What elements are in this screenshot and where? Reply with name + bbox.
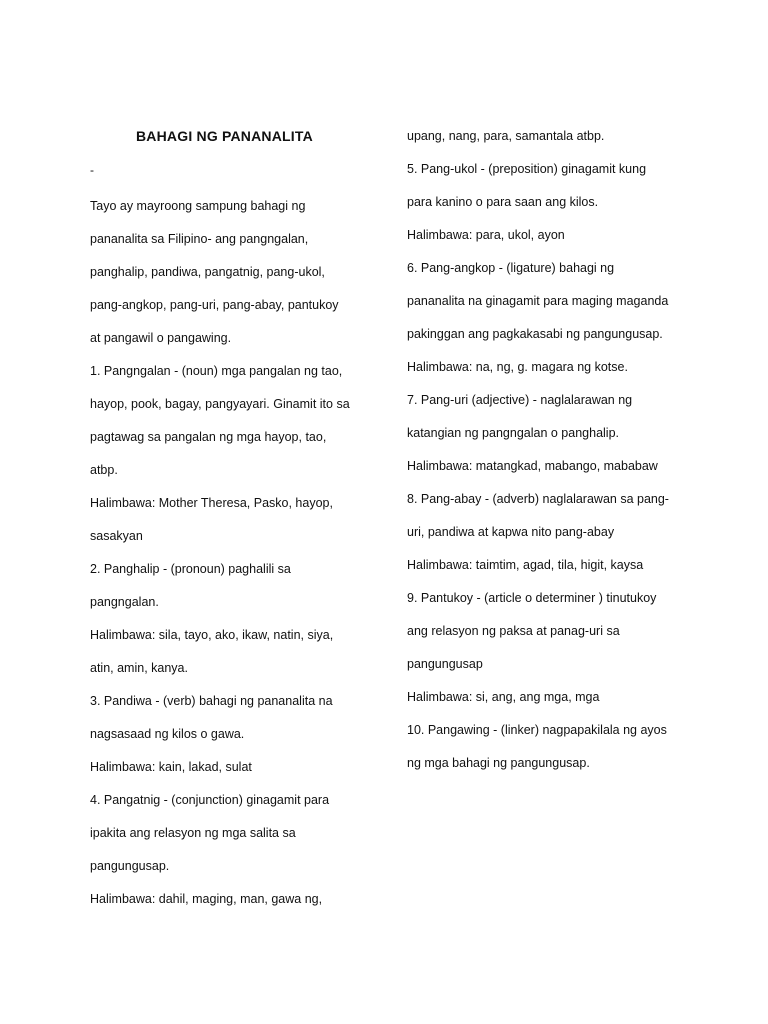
text-line: Halimbawa: kain, lakad, sulat — [90, 760, 252, 774]
text-line: katangian ng pangngalan o panghalip. — [407, 426, 619, 440]
text-line: pangungusap — [407, 657, 483, 671]
text-line: pakinggan ang pagkakasabi ng pangungusap. — [407, 327, 663, 341]
text-line: 8. Pang-abay - (adverb) naglalarawan sa pang- — [407, 492, 669, 506]
text-line: Halimbawa: na, ng, g. magara ng kotse. — [407, 360, 628, 374]
text-line: pang-angkop, pang-uri, pang-abay, pantukoy — [90, 298, 339, 312]
text-line: pananalita na ginagamit para maging maganda — [407, 294, 669, 308]
text-line: at pangawil o pangawing. — [90, 331, 232, 345]
text-line: nagsasaad ng kilos o gawa. — [90, 727, 245, 741]
text-line: pangungusap. — [90, 859, 170, 873]
text-line: hayop, pook, bagay, pangyayari. Ginamit ito sa — [90, 397, 350, 411]
text-line: 9. Pantukoy - (article o determiner ) tinutukoy — [407, 591, 657, 605]
text-line: 10. Pangawing - (linker) nagpapakilala ng ayos — [407, 723, 667, 737]
text-line: 6. Pang-angkop - (ligature) bahagi ng — [407, 261, 615, 275]
text-line: Halimbawa: Mother Theresa, Pasko, hayop, — [90, 496, 333, 510]
text-line: Halimbawa: para, ukol, ayon — [407, 228, 565, 242]
text-line: Tayo ay mayroong sampung bahagi ng — [90, 199, 306, 213]
text-line: 3. Pandiwa - (verb) bahagi ng pananalita na — [90, 694, 333, 708]
text-line: Halimbawa: matangkad, mabango, mababaw — [407, 459, 658, 473]
dash-mark: - — [90, 163, 94, 177]
text-line: upang, nang, para, samantala atbp. — [407, 129, 605, 143]
text-line: atin, amin, kanya. — [90, 661, 188, 675]
text-line: uri, pandiwa at kapwa nito pang-abay — [407, 525, 615, 539]
text-line: Halimbawa: dahil, maging, man, gawa ng, — [90, 892, 323, 906]
text-line: Halimbawa: si, ang, ang mga, mga — [407, 690, 600, 704]
text-line: pangngalan. — [90, 595, 159, 609]
text-line: Halimbawa: taimtim, agad, tila, higit, kaysa — [407, 558, 644, 572]
text-line: ipakita ang relasyon ng mga salita sa — [90, 826, 296, 840]
text-line: 7. Pang-uri (adjective) - naglalarawan ng — [407, 393, 633, 407]
text-line: sasakyan — [90, 529, 143, 543]
text-line: panghalip, pandiwa, pangatnig, pang-ukol, — [90, 265, 325, 279]
text-line: pananalita sa Filipino- ang pangngalan, — [90, 232, 309, 246]
text-line: Halimbawa: sila, tayo, ako, ikaw, natin, siya, — [90, 628, 334, 642]
text-line: 5. Pang-ukol - (preposition) ginagamit kung — [407, 162, 647, 176]
text-line: ng mga bahagi ng pangungusap. — [407, 756, 590, 770]
text-line: atbp. — [90, 463, 118, 477]
text-line: 4. Pangatnig - (conjunction) ginagamit para — [90, 793, 330, 807]
text-line: pagtawag sa pangalan ng mga hayop, tao, — [90, 430, 327, 444]
text-line: 1. Pangngalan - (noun) mga pangalan ng tao, — [90, 364, 343, 378]
document-title: BAHAGI NG PANANALITA — [136, 128, 313, 144]
text-line: 2. Panghalip - (pronoun) paghalili sa — [90, 562, 291, 576]
text-line: para kanino o para saan ang kilos. — [407, 195, 599, 209]
text-line: ang relasyon ng paksa at panag-uri sa — [407, 624, 620, 638]
